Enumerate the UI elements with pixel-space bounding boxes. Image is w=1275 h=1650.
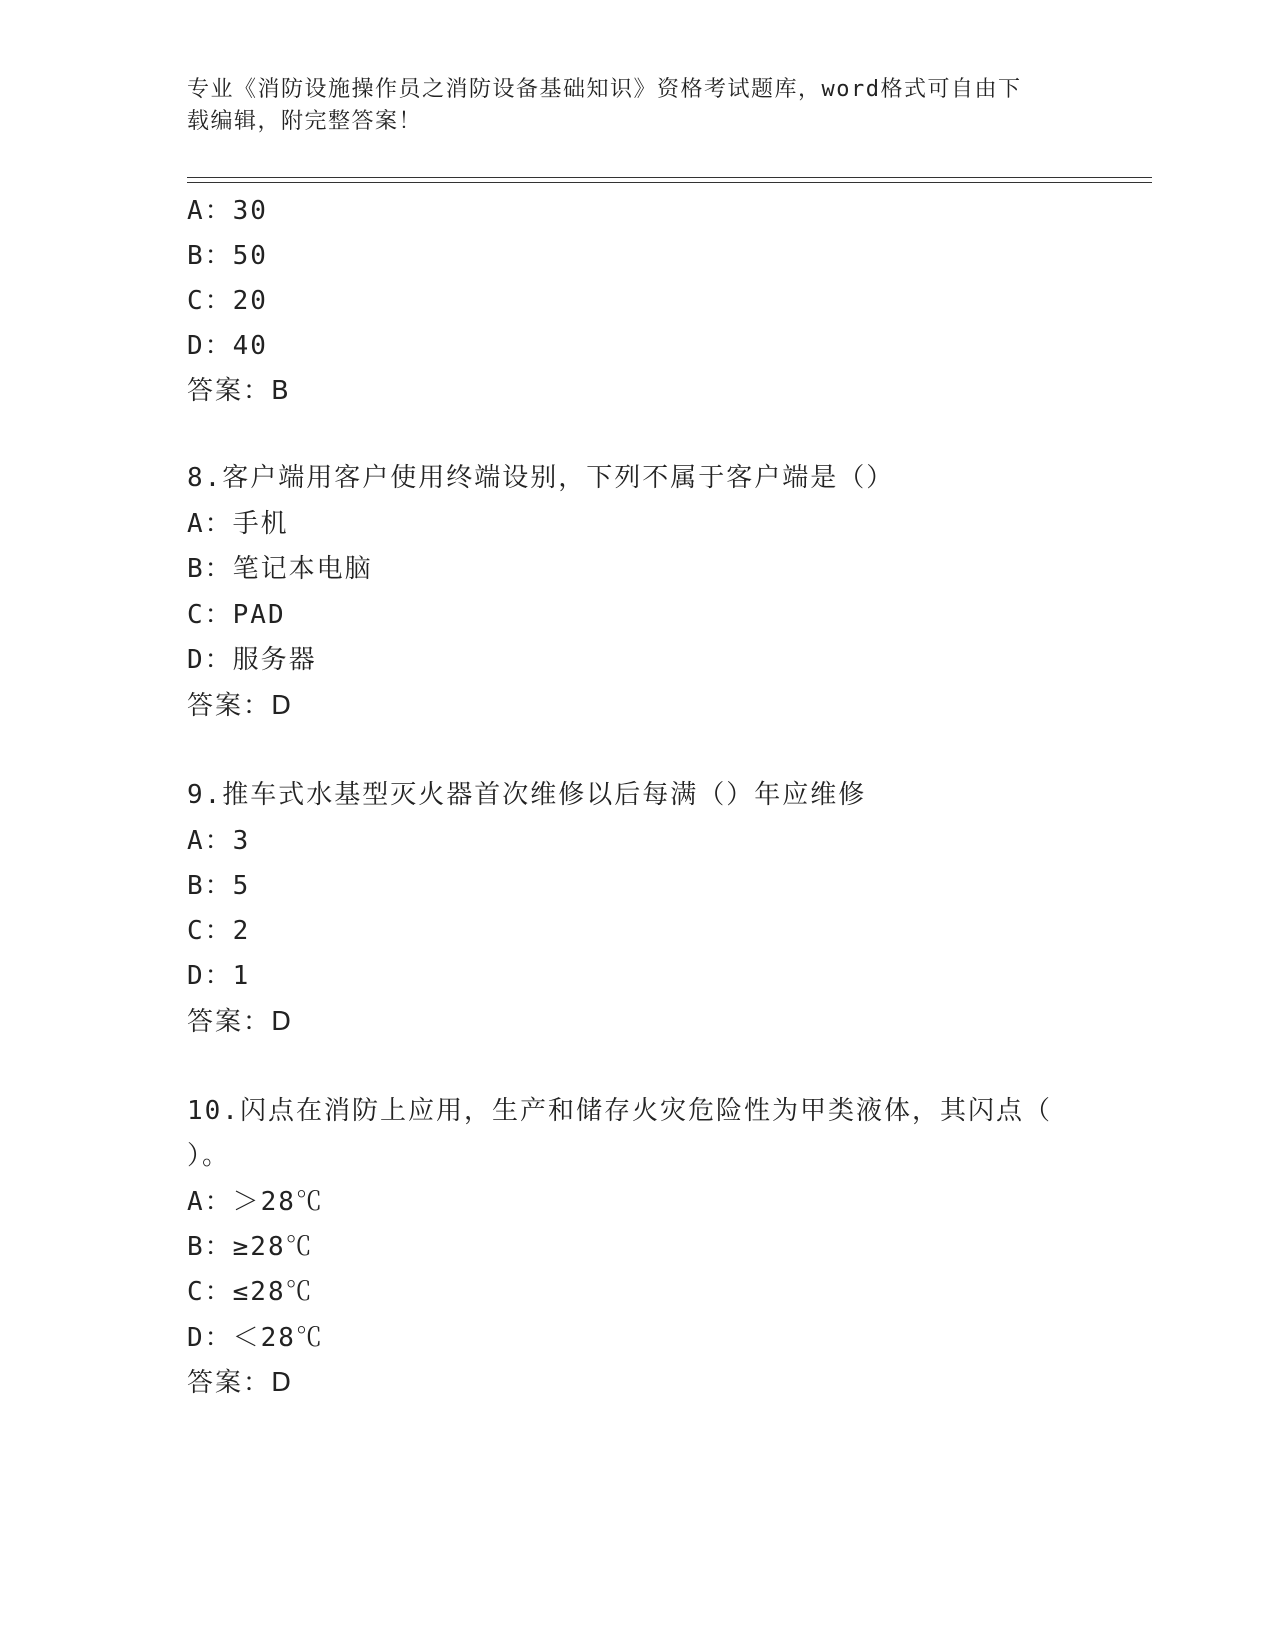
q10-stem-line-2: ）。	[187, 1141, 231, 1171]
q8-option-c: C：PAD	[187, 600, 286, 630]
q9-answer: 答案：D	[187, 1007, 294, 1037]
q10-stem-line-1: 10.闪点在消防上应用，生产和储存火灾危险性为甲类液体，其闪点（	[187, 1096, 1052, 1126]
q10-option-b: B：≥28℃	[187, 1232, 314, 1262]
q8-option-a: A：手机	[187, 509, 289, 539]
document-header	[187, 74, 1087, 138]
q7-answer: 答案：B	[187, 376, 291, 406]
q10-option-c: C：≤28℃	[187, 1277, 314, 1307]
q7-option-a: A：30	[187, 196, 268, 226]
q9-option-b: B：5	[187, 871, 251, 901]
header-divider-top	[187, 177, 1152, 178]
q7-option-c: C：20	[187, 286, 268, 316]
q9-option-d: D：1	[187, 961, 251, 991]
q8-stem: 8.客户端用客户使用终端设别，下列不属于客户端是（）	[187, 463, 895, 493]
q7-option-b: B：50	[187, 241, 268, 271]
q9-option-a: A：3	[187, 826, 251, 856]
q10-option-a: A：＞28℃	[187, 1187, 324, 1217]
q8-option-d: D：服务器	[187, 645, 317, 675]
header-line-2: 载编辑，附完整答案！	[187, 109, 423, 134]
header-divider-bottom	[187, 182, 1152, 183]
q9-stem: 9.推车式水基型灭火器首次维修以后每满（）年应维修	[187, 780, 867, 810]
q8-option-b: B：笔记本电脑	[187, 554, 373, 584]
header-line-1: 专业《消防设施操作员之消防设备基础知识》资格考试题库，word格式可自由下	[187, 77, 1022, 102]
q9-option-c: C：2	[187, 916, 251, 946]
q7-option-d: D：40	[187, 331, 268, 361]
q10-option-d: D：＜28℃	[187, 1323, 324, 1353]
q8-answer: 答案：D	[187, 691, 294, 721]
q10-answer: 答案：D	[187, 1368, 294, 1398]
